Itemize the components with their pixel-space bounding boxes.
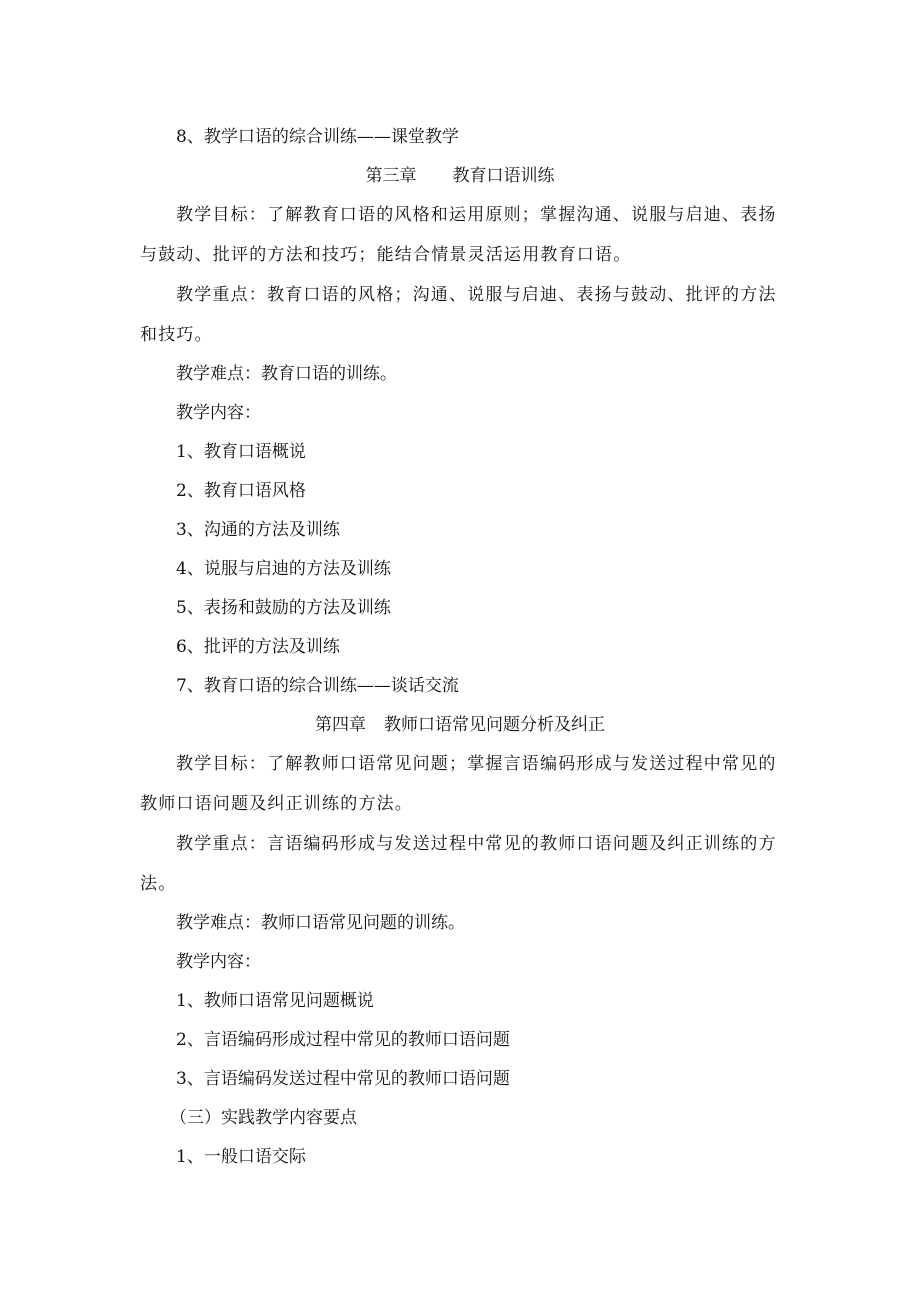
chapter3-focus-line1: 教学重点：教育口语的风格；沟通、说服与启迪、表扬与鼓动、批评的方法 (176, 285, 777, 305)
chapter4-heading (140, 716, 780, 735)
chapter3-goal-line2: 与鼓动、批评的方法和技巧；能结合情景灵活运用教育口语。 (140, 245, 632, 265)
chapter4-item-1: 1、教师口语常见问题概说 (176, 991, 374, 1011)
chapter3-item-3: 3、沟通的方法及训练 (176, 520, 340, 540)
chapter4-goal-line1: 教学目标：了解教师口语常见问题；掌握言语编码形成与发送过程中常见的 (176, 754, 777, 774)
chapter4-content-label: 教学内容： (176, 952, 261, 972)
chapter3-focus-line2: 和技巧。 (140, 325, 213, 345)
chapter4-item-2: 2、言语编码形成过程中常见的教师口语问题 (176, 1030, 510, 1050)
chapter4-focus-line1: 教学重点：言语编码形成与发送过程中常见的教师口语问题及纠正训练的方 (176, 834, 777, 854)
chapter3-item-1: 1、教育口语概说 (176, 442, 306, 462)
chapter3-item-4: 4、说服与启迪的方法及训练 (176, 559, 391, 579)
chapter3-item-6: 6、批评的方法及训练 (176, 637, 340, 657)
chapter3-difficulty: 教学难点：教育口语的训练。 (176, 364, 397, 384)
chapter3-content-label: 教学内容： (176, 403, 261, 423)
practice-heading: （三）实践教学内容要点 (170, 1108, 357, 1128)
chapter3-title: 教育口语训练 (452, 166, 555, 186)
chapter3-item-2: 2、教育口语风格 (176, 481, 306, 501)
chapter4-number: 第四章 (315, 715, 366, 735)
chapter3-item-5: 5、表扬和鼓励的方法及训练 (176, 598, 391, 618)
chapter3-heading (140, 167, 780, 186)
chapter3-item-7: 7、教育口语的综合训练——谈话交流 (176, 676, 459, 696)
chapter4-focus-line2: 法。 (140, 874, 177, 894)
chapter4-title: 教师口语常见问题分析及纠正 (384, 715, 605, 735)
chapter3-goal-line1: 教学目标：了解教育口语的风格和运用原则；掌握沟通、说服与启迪、表扬 (176, 205, 777, 225)
chapter4-difficulty: 教学难点：教师口语常见问题的训练。 (176, 913, 465, 933)
chapter4-goal-line2: 教师口语问题及纠正训练的方法。 (140, 794, 413, 814)
practice-item-1: 1、一般口语交际 (176, 1147, 306, 1167)
chapter2-item-8: 8、教学口语的综合训练——课堂教学 (176, 127, 459, 147)
chapter3-number: 第三章 (365, 166, 417, 186)
document-body (140, 120, 780, 1167)
chapter4-item-3: 3、言语编码发送过程中常见的教师口语问题 (176, 1069, 510, 1089)
